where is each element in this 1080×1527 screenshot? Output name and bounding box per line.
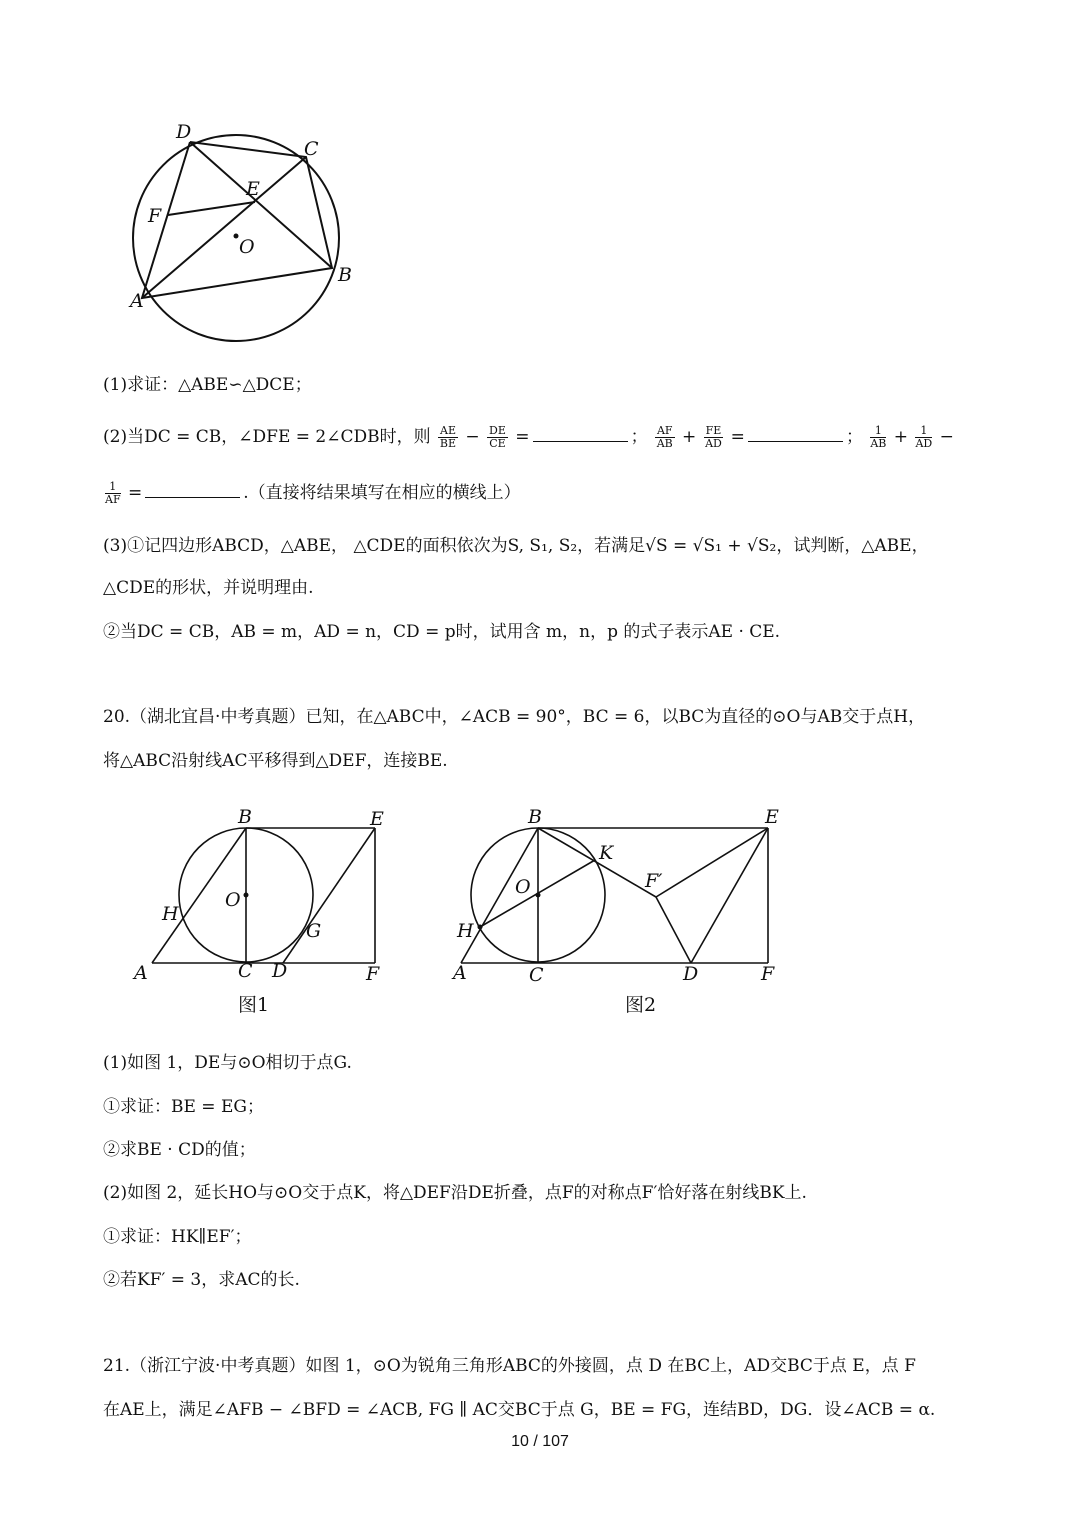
q19-part3-2: ②当DC = CB，AB = m，AD = n，CD = p时，试用含 m，n，p 的式子表示AE · CE.	[103, 622, 781, 642]
label-A: A	[130, 290, 144, 312]
q19-part3-1: (3)①记四边形ABCD，△ABE， △CDE的面积依次为S, S₁, S₂，若满足√S = √S₁ + √S₂，试判断，△ABE，	[103, 536, 929, 556]
fig1-label-D: D	[272, 960, 288, 982]
frac-de-ce: $\frac{DE}{CE}$	[489, 424, 506, 450]
answer-blank-2[interactable]	[748, 425, 843, 442]
q21-line2: 在AE上，满足∠AFB − ∠BFD = ∠ACB, FG ∥ AC交BC于点 G，BE = FG，连结BD，DG．设∠ACB = α.	[103, 1400, 936, 1420]
fig2-label-F: F	[761, 963, 775, 985]
q20-p2-1: ①求证：HK∥EF′；	[103, 1227, 252, 1247]
q20-line2: 将△ABC沿射线AC平移得到△DEF，连接BE.	[103, 751, 448, 771]
fig2-label-H: H	[457, 920, 474, 942]
answer-blank-1[interactable]	[533, 425, 628, 442]
frac-1-af: $\frac{1}{AF}$	[105, 480, 121, 506]
figure-circle-quadrilateral	[120, 110, 360, 350]
q19-part2-tail: .（直接将结果填写在相应的横线上）	[243, 483, 521, 503]
q20-p1: (1)如图 1，DE与⊙O相切于点G.	[103, 1053, 352, 1073]
figure-q20-1	[130, 805, 400, 990]
label-F: F	[148, 205, 162, 227]
fig2-label-A: A	[453, 962, 467, 984]
label-C: C	[304, 138, 319, 160]
fig2-label-C: C	[529, 964, 544, 986]
answer-blank-3[interactable]	[145, 481, 240, 498]
q20-p2-2: ②若KF′ = 3，求AC的长.	[103, 1270, 300, 1290]
label-O: O	[239, 236, 255, 258]
q21-line1: 21.（浙江宁波·中考真题）如图 1，⊙O为锐角三角形ABC的外接圆，点 D 在BC上，AD交BC于点 E，点 F	[103, 1356, 916, 1376]
frac-af-ab: $\frac{AF}{AB}$	[656, 424, 673, 450]
figure-q20-2	[445, 805, 795, 990]
frac-fe-ad: $\frac{FE}{AD}$	[705, 424, 722, 450]
fig2-label-E: E	[765, 806, 779, 828]
q20-p1-1: ①求证：BE = EG；	[103, 1097, 264, 1117]
label-B: B	[338, 264, 352, 286]
frac-1-ad: $\frac{1}{AD}$	[915, 424, 933, 450]
fig1-label-H: H	[162, 903, 179, 925]
q20-p2: (2)如图 2，延长HO与⊙O交于点K，将△DEF沿DE折叠，点F的对称点F′恰好落在射线BK上.	[103, 1183, 807, 1203]
label-D: D	[176, 121, 192, 143]
fig2-label-F-prime: F′	[645, 870, 663, 892]
fig1-label-G: G	[306, 920, 322, 942]
q19-part3-1b: △CDE的形状，并说明理由.	[103, 578, 314, 598]
fig2-label-K: K	[599, 842, 614, 864]
fig2-label-D: D	[683, 963, 699, 985]
fig1-label-A: A	[134, 962, 148, 984]
fig2-label-O: O	[515, 876, 531, 898]
fig1-caption: 图1	[238, 994, 270, 1016]
label-E: E	[246, 178, 260, 200]
q20-line1: 20.（湖北宜昌·中考真题）已知，在△ABC中，∠ACB = 90°，BC = 6，以BC为直径的⊙O与AB交于点H，	[103, 707, 926, 727]
fig2-label-B: B	[528, 806, 542, 828]
q20-p1-2: ②求BE · CD的值；	[103, 1140, 256, 1160]
q19-part2: (2)当DC = CB，∠DFE = 2∠CDB时，则 $\frac{AE}{BE}$ − $\frac{DE}{CE}$ = ； $\frac{AF}{AB}$ + $\frac{FE}{AD}$ = ； $\frac{1}{AB}$ + $\frac{1}{AD}$ −	[103, 424, 954, 450]
fig2-caption: 图2	[625, 994, 657, 1016]
frac-1-ab: $\frac{1}{AB}$	[870, 424, 887, 450]
q19-part2-cont: $\frac{1}{AF}$ = .（直接将结果填写在相应的横线上）	[105, 480, 521, 506]
page-number: 10 / 107	[511, 1433, 569, 1450]
fig1-label-O: O	[225, 889, 241, 911]
q19-part1: (1)求证：△ABE∽△DCE；	[103, 375, 312, 395]
fig1-label-C: C	[238, 960, 253, 982]
fig1-label-F: F	[366, 963, 380, 985]
frac-ae-be: $\frac{AE}{BE}$	[439, 424, 457, 450]
fig1-label-B: B	[238, 806, 252, 828]
q19-part2-intro: (2)当DC = CB，∠DFE = 2∠CDB时，则	[103, 427, 431, 447]
fig1-label-E: E	[370, 808, 384, 830]
